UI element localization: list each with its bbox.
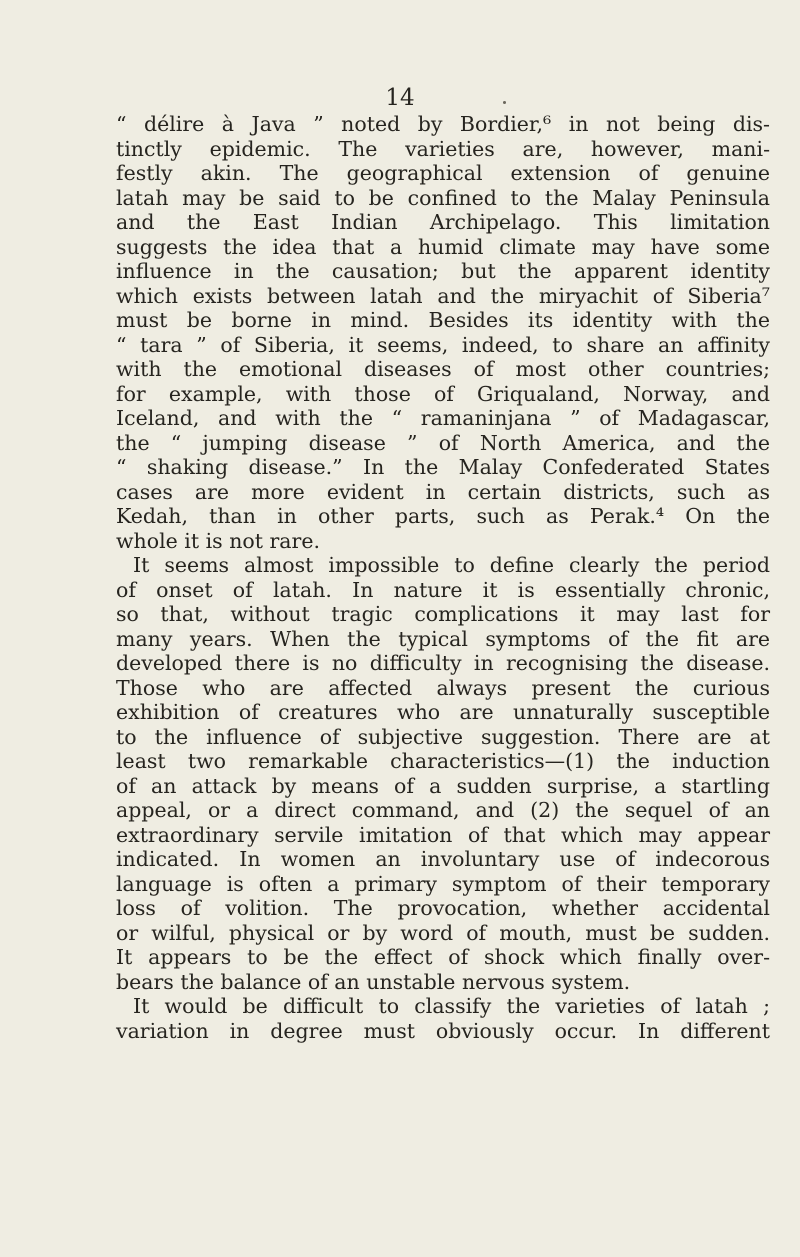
text-line: Iceland, and with the “ ramaninjana ” of Madagascar, (116, 406, 770, 430)
text-line: many years. When the typical symptoms of the fit are (116, 626, 770, 651)
text-line: language is often a primary symptom of their temporary (116, 871, 770, 896)
text-line: It appears to be the effect of shock which finally over- (116, 945, 770, 969)
text-line: or wilful, physical or by word of mouth, must be sudden. (116, 920, 770, 945)
paragraph-2 (116, 553, 770, 994)
text-line: tinctly epidemic. The varieties are, however, mani- (116, 136, 770, 161)
text-line: so that, without tragic complications it may last for (116, 602, 770, 626)
text-line: of onset of latah. In nature it is essentially chronic, (116, 577, 770, 602)
paragraph-1 (116, 112, 770, 553)
text-line: which exists between latah and the miryachit of Siberia⁷ (116, 283, 770, 308)
body-text (116, 112, 770, 1043)
text-line: Kedah, than in other parts, such as Perak.⁴ On the (116, 504, 770, 528)
text-line: appeal, or a direct command, and (2) the sequel of an (116, 798, 770, 822)
text-line: festly akin. The geographical extension of genuine (116, 161, 770, 185)
text-line: variation in degree must obviously occur. In different (116, 1018, 770, 1043)
text-line: suggests the idea that a humid climate may have some (116, 234, 770, 259)
text-line: “ délire à Java ” noted by Bordier,⁶ in not being dis- (116, 112, 770, 136)
text-line: It seems almost impossible to define clearly the period (133, 553, 770, 577)
text-line: Those who are affected always present the curious (116, 675, 770, 700)
text-line: must be borne in mind. Besides its identity with the (116, 308, 770, 332)
paragraph-3 (116, 994, 770, 1043)
print-speck (503, 101, 506, 104)
text-line: whole it is not rare. (116, 528, 320, 553)
text-line: extraordinary servile imitation of that which may appear (116, 822, 770, 847)
text-line: least two remarkable characteristics—(1) the induction (116, 749, 770, 773)
text-line: to the influence of subjective suggestion. There are at (116, 724, 770, 749)
text-line: indicated. In women an involuntary use of indecorous (116, 847, 770, 871)
text-line: the “ jumping disease ” of North America, and the (116, 430, 770, 455)
text-line: “ tara ” of Siberia, it seems, indeed, to share an affinity (116, 332, 770, 357)
text-line: “ shaking disease.” In the Malay Confederated States (116, 455, 770, 479)
text-line: influence in the causation; but the apparent identity (116, 259, 770, 283)
page-number: 14 (385, 85, 415, 111)
text-line: cases are more evident in certain districts, such as (116, 479, 770, 504)
text-line: exhibition of creatures who are unnaturally susceptible (116, 700, 770, 724)
text-line: developed there is no difficulty in recognising the disease. (116, 651, 770, 675)
text-line: of an attack by means of a sudden surprise, a startling (116, 773, 770, 798)
text-line: It would be difficult to classify the varieties of latah ; (133, 994, 770, 1018)
text-line: latah may be said to be confined to the Malay Peninsula (116, 185, 770, 210)
text-line: bears the balance of an unstable nervous system. (116, 969, 631, 994)
text-line: loss of volition. The provocation, whether accidental (116, 896, 770, 920)
text-line: with the emotional diseases of most other countries; (116, 357, 770, 381)
text-line: and the East Indian Archipelago. This limitation (116, 210, 770, 234)
text-line: for example, with those of Griqualand, Norway, and (116, 381, 770, 406)
